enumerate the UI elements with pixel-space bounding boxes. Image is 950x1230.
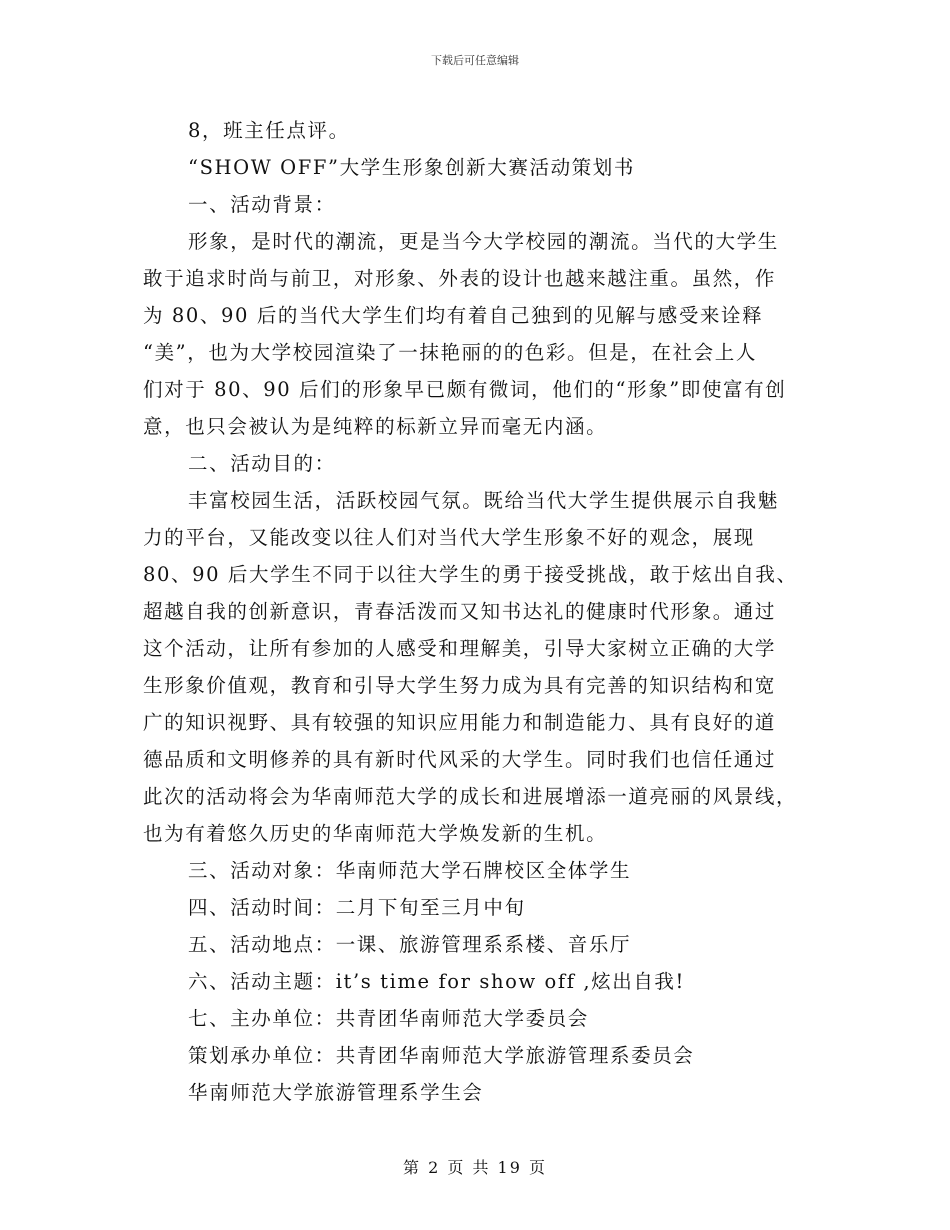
section-co-organizer: 策划承办单位：共青团华南师范大学旅游管理系委员会 xyxy=(188,1044,695,1067)
text-line: 超越自我的创新意识，青春活泼而又知书达礼的健康时代形象。通过 xyxy=(143,600,777,623)
text-line: 意，也只会被认为是纯粹的标新立异而毫无内涵。 xyxy=(143,415,608,438)
text-line: 这个活动，让所有参加的人感受和理解美，引导大家树立正确的大学 xyxy=(143,637,777,660)
text-line: 德品质和文明修养的具有新时代风采的大学生。同时我们也信任通过 xyxy=(143,748,777,771)
section-activity-location: 五、活动地点：一课、旅游管理系系楼、音乐厅 xyxy=(188,933,632,956)
text-line: 形象，是时代的潮流，更是当今大学校园的潮流。当代的大学生 xyxy=(188,230,779,253)
text-line: 力的平台，又能改变以往人们对当代大学生形象不好的观念，展现 xyxy=(143,526,755,549)
section-heading-purpose: 二、活动目的： xyxy=(188,452,336,475)
text-line: 也为有着悠久历史的华南师范大学焕发新的生机。 xyxy=(143,822,608,845)
document-body xyxy=(143,112,808,1111)
page-number: 第 2 页 共 19 页 xyxy=(403,1158,547,1177)
document-title: “SHOW OFF”大学生形象创新大赛活动策划书 xyxy=(188,156,635,179)
text-line: 此次的活动将会为华南师范大学的成长和进展增添一道亮丽的风景线， xyxy=(143,785,798,808)
text-line: 生形象价值观，教育和引导大学生努力成为具有完善的知识结构和宽 xyxy=(143,674,777,697)
text-line: 丰富校园生活，活跃校园气氛。既给当代大学生提供展示自我魅 xyxy=(188,489,779,512)
text-line: 敢于追求时尚与前卫，对形象、外表的设计也越来越注重。虽然，作 xyxy=(143,267,777,290)
text-line: 80、90 后大学生不同于以往大学生的勇于接受挑战，敢于炫出自我、 xyxy=(143,563,798,586)
text-line: 8，班主任点评。 xyxy=(188,119,350,142)
section-heading-background: 一、活动背景： xyxy=(188,193,336,216)
text-line: “美”，也为大学校园渲染了一抹艳丽的的色彩。但是，在社会上人 xyxy=(143,341,757,364)
section-activity-time: 四、活动时间：二月下旬至三月中旬 xyxy=(188,896,526,919)
text-line: 广的知识视野、具有较强的知识应用能力和制造能力、具有良好的道 xyxy=(143,711,777,734)
text-line: 华南师范大学旅游管理系学生会 xyxy=(188,1081,484,1104)
text-line: 为 80、90 后的当代大学生们均有着自己独到的见解与感受来诠释 xyxy=(143,304,764,327)
section-activity-target: 三、活动对象：华南师范大学石牌校区全体学生 xyxy=(188,859,632,882)
section-activity-theme: 六、活动主题：it’s time for show off ,炫出自我! xyxy=(188,970,685,993)
section-organizer: 七、主办单位：共青团华南师范大学委员会 xyxy=(188,1007,589,1030)
text-line: 们对于 80、90 后们的形象早已颇有微词，他们的“形象”即使富有创 xyxy=(143,378,787,401)
page-header-note: 下载后可任意编辑 xyxy=(431,54,519,67)
